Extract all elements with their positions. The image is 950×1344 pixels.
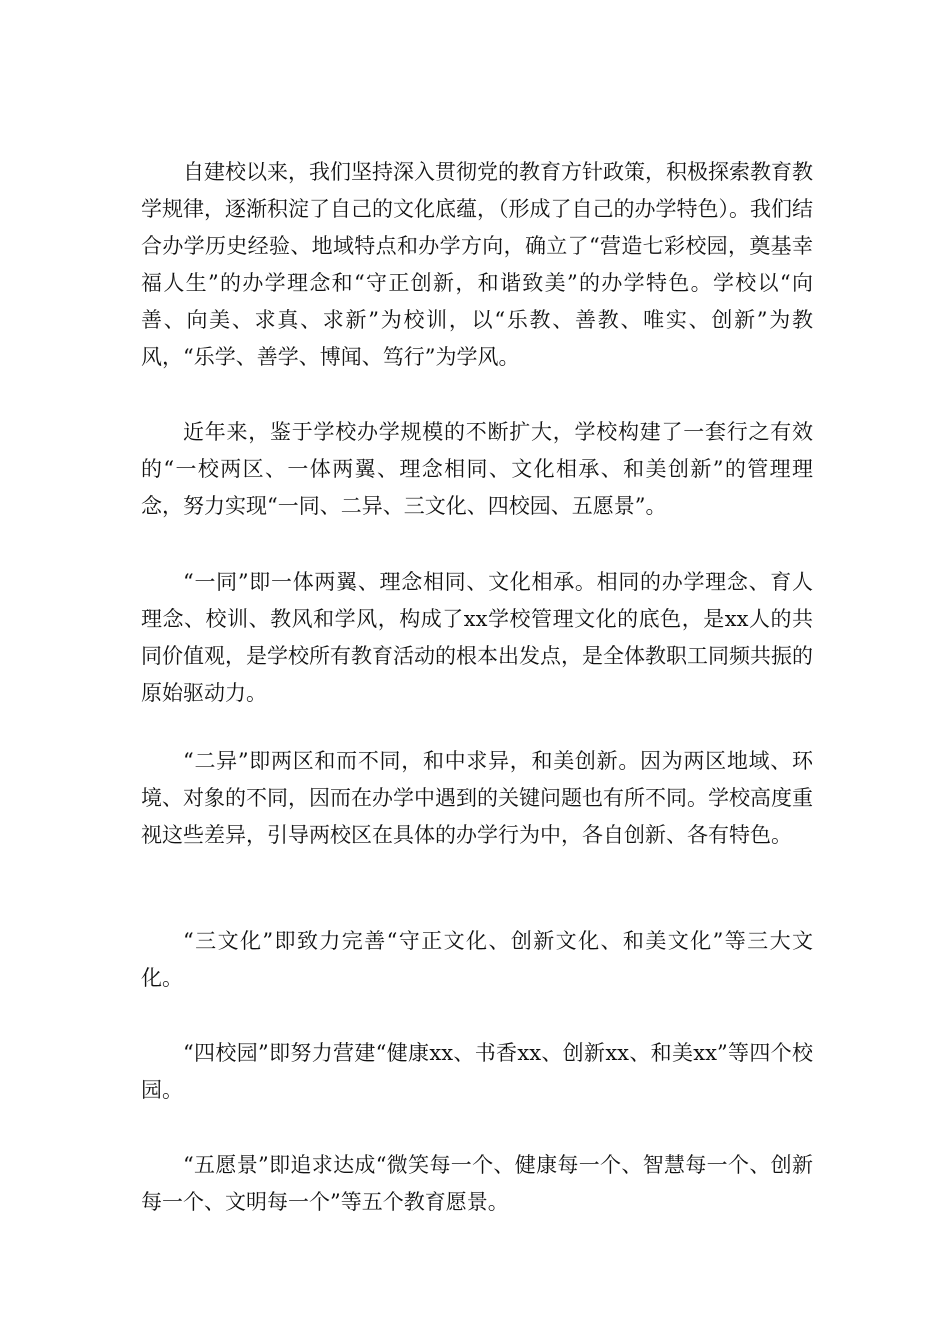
paragraph-three-cultures: “三文化”即致力完善“守正文化、创新文化、和美文化”等三大文化。 — [141, 929, 813, 990]
paragraph-five-visions: “五愿景”即追求达成“微笑每一个、健康每一个、智慧每一个、创新每一个、文明每一个”等五个教育愿景。 — [141, 1153, 813, 1214]
paragraph-one-same: “一同”即一体两翼、理念相同、文化相承。相同的办学理念、育人理念、校训、教风和学风，构成了xx学校管理文化的底色，是xx人的共同价值观，是学校所有教育活动的根本出发点，是全体教职工同频共振的原始驱动力。 — [141, 570, 813, 705]
paragraph-four-campuses: “四校园”即努力营建“健康xx、书香xx、创新xx、和美xx”等四个校园。 — [141, 1041, 813, 1102]
paragraph-two-differences: “二异”即两区和而不同，和中求异，和美创新。因为两区地域、环境、对象的不同，因而在办学中遇到的关键问题也有所不同。学校高度重视这些差异，引导两校区在具体的办学行为中，各自创新、各有特色。 — [141, 749, 813, 847]
paragraph-management-concept: 近年来，鉴于学校办学规模的不断扩大，学校构建了一套行之有效的“一校两区、一体两翼、理念相同、文化相承、和美创新”的管理理念，努力实现“一同、二异、三文化、四校园、五愿景”。 — [141, 420, 813, 518]
paragraph-school-philosophy: 自建校以来，我们坚持深入贯彻党的教育方针政策，积极探索教育教学规律，逐渐积淀了自己的文化底蕴，（形成了自己的办学特色）。我们结合办学历史经验、地域特点和办学方向，确立了“营造七彩校园，奠基幸福人生”的办学理念和“守正创新，和谐致美”的办学特色。学校以“向善、向美、求真、求新”为校训，以“乐教、善教、唯实、创新”为教风，“乐学、善学、博闻、笃行”为学风。 — [141, 160, 813, 369]
